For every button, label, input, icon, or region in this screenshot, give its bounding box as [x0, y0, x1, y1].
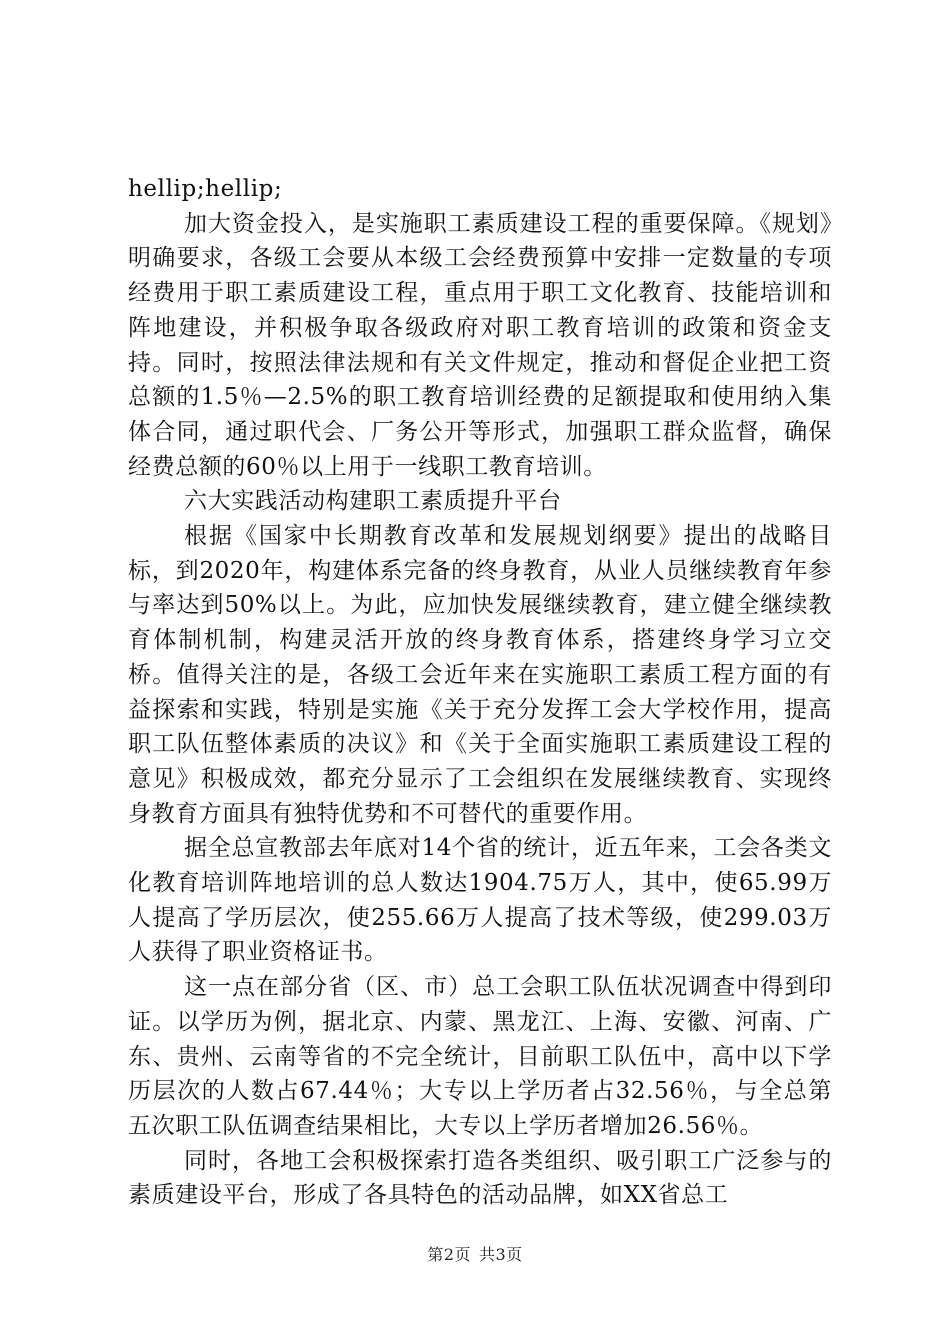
page-number-current: 第2页	[427, 1245, 471, 1264]
paragraph-survey: 这一点在部分省（区、市）总工会职工队伍状况调查中得到印证。以学历为例，据北京、内蒙、黑龙江、上海、安徽、河南、广东、贵州、云南等省的不完全统计，目前职工队伍中，高中以下学历层次的人数占67.44％；大专以上学历者占32.56％，与全总第五次职工队伍调查结果相比，大专以上学历者增加26.56％。	[128, 974, 832, 1139]
paragraph-ellipsis: hellip;hellip;	[128, 176, 283, 202]
document-body	[128, 172, 832, 1213]
section-heading: 六大实践活动构建职工素质提升平台	[184, 488, 562, 515]
paragraph-platforms: 同时，各地工会积极探索打造各类组织、吸引职工广泛参与的素质建设平台，形成了各具特色的活动品牌，如XX省总工	[128, 1147, 832, 1209]
paragraph-lifelong-education: 根据《国家中长期教育改革和发展规划纲要》提出的战略目标，到2020年，构建体系完备的终身教育，从业人员继续教育年参与率达到50%以上。为此，应加快发展继续教育，建立健全继续教育体制机制，构建灵活开放的终身教育体系，搭建终身学习立交桥。值得关注的是，各级工会近年来在实施职工素质工程方面的有益探索和实践，特别是实施《关于充分发挥工会大学校作用，提高职工队伍整体素质的决议》和《关于全面实施职工素质建设工程的意见》积极成效，都充分显示了工会组织在发展继续教育、实现终身教育方面具有独特优势和不可替代的重要作用。	[128, 523, 832, 827]
paragraph-funding: 加大资金投入，是实施职工素质建设工程的重要保障。《规划》明确要求，各级工会要从本级工会经费预算中安排一定数量的专项经费用于职工素质建设工程，重点用于职工文化教育、技能培训和阵地建设，并积极争取各级政府对职工教育培训的政策和资金支持。同时，按照法律法规和有关文件规定，推动和督促企业把工资总额的1.5％—2.5%的职工教育培训经费的足额提取和使用纳入集体合同，通过职代会、厂务公开等形式，加强职工群众监督，确保经费总额的60％以上用于一线职工教育培训。	[128, 210, 832, 480]
paragraph-statistics: 据全总宣教部去年底对14个省的统计，近五年来，工会各类文化教育培训阵地培训的总人数达1904.75万人，其中，使65.99万人提高了学历层次，使255.66万人提高了技术等级，使299.03万人获得了职业资格证书。	[128, 835, 832, 966]
page-footer	[0, 1245, 950, 1265]
page-number-total: 共3页	[479, 1245, 523, 1264]
